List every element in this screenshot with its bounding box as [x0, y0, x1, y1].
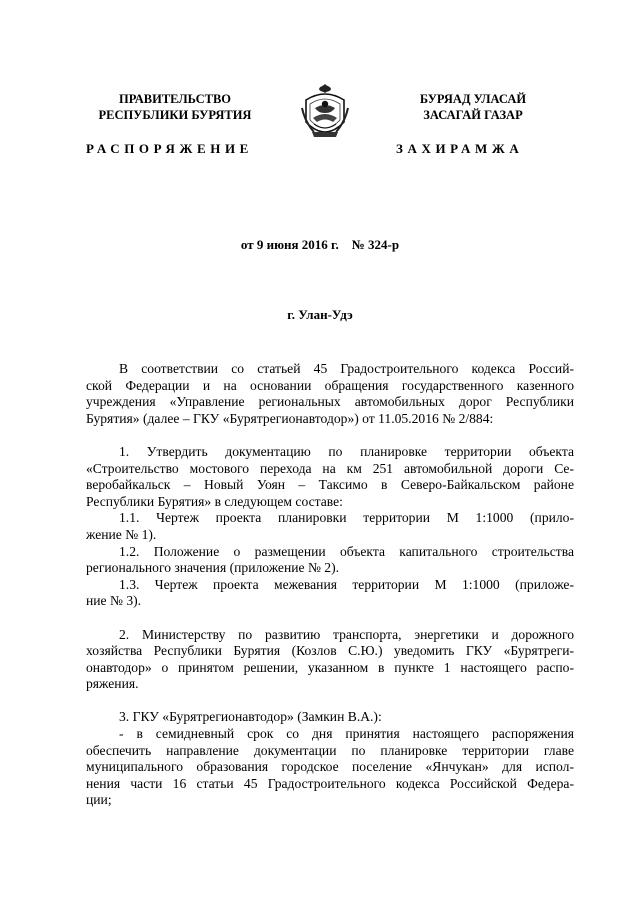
- text-line: 1.3. Чертеж проекта межевания территории М 1:1000 (приложе-: [119, 576, 574, 592]
- paragraph-item-1: [86, 444, 574, 510]
- text-line: регионального значения (приложение № 2).: [86, 560, 340, 576]
- text-line: «Строительство мостового перехода на км 251 автомобильной дороги Се-: [86, 460, 574, 476]
- paragraph-item-1-1: [86, 510, 574, 543]
- government-name-bu-line1: БУРЯАД УЛАСАЙ: [419, 92, 527, 106]
- government-name-ru-line1: ПРАВИТЕЛЬСТВО: [118, 92, 232, 106]
- order-title-ru: РАСПОРЯЖЕНИЕ: [86, 141, 253, 156]
- text-line: жение № 1).: [86, 526, 157, 542]
- header-right: [378, 91, 568, 123]
- coat-of-arms-emblem: [300, 82, 350, 142]
- text-line: ции;: [86, 792, 112, 808]
- text-line: 1.1. Чертеж проекта планировки территории М 1:1000 (прило-: [119, 510, 574, 526]
- text-line: муниципального образования городское поселение «Янчукан» для испол-: [86, 759, 574, 775]
- text-line: хозяйства Республики Бурятия (Козлов С.Ю.) уведомить ГКУ «Бурятреги-: [86, 643, 574, 659]
- paragraph-item-2: [86, 627, 574, 693]
- order-date-number: от 9 июня 2016 г. № 324-р: [240, 237, 400, 252]
- text-line: Бурятия» (далее – ГКУ «Бурятрегионавтодор») от 11.05.2016 № 2/884:: [86, 410, 494, 426]
- order-body: [86, 361, 574, 809]
- text-line: 3. ГКУ «Бурятрегионавтодор» (Замкин В.А.):: [119, 709, 382, 725]
- text-line: обеспечить направление документации по планировке территории главе: [86, 742, 574, 758]
- header-left: [80, 91, 270, 123]
- text-line: Республики Бурятия» в следующем составе:: [86, 493, 343, 509]
- government-name-bu-line2: ЗАСАГАЙ ГАЗАР: [423, 108, 523, 122]
- text-line: 2. Министерству по развитию транспорта, энергетики и дорожного: [119, 626, 574, 642]
- text-line: ние № 3).: [86, 593, 142, 609]
- text-line: ряжения.: [86, 676, 139, 692]
- text-line: ской Федерации и на основании обращения государственного казенного: [86, 377, 574, 393]
- paragraph-preamble: [86, 361, 574, 427]
- text-line: - в семидневный срок со дня принятия настоящего распоряжения: [119, 726, 574, 742]
- text-line: нения части 16 статьи 45 Градостроительного кодекса Российской Федера-: [86, 775, 574, 791]
- text-line: веробайкальск – Новый Уоян – Таксимо в Северо-Байкальском районе: [86, 477, 574, 493]
- text-line: онавтодор» о принятом решении, указанном в пункте 1 настоящего распо-: [86, 659, 574, 675]
- paragraph-item-3: [86, 709, 574, 809]
- text-line: 1.2. Положение о размещении объекта капитального строительства: [119, 543, 574, 559]
- text-line: В соответствии со статьей 45 Градостроительного кодекса Россий-: [119, 361, 574, 376]
- order-title-bu: ЗАХИРАМЖА: [396, 141, 524, 156]
- text-line: 1. Утвердить документацию по планировке территории объекта: [119, 443, 574, 459]
- government-name-ru-line2: РЕСПУБЛИКИ БУРЯТИЯ: [98, 108, 252, 122]
- order-city: г. Улан-Удэ: [287, 307, 353, 322]
- text-line: учреждения «Управление региональных автомобильных дорог Республики: [86, 394, 574, 410]
- paragraph-item-1-2: [86, 544, 574, 577]
- paragraph-item-1-3: [86, 577, 574, 610]
